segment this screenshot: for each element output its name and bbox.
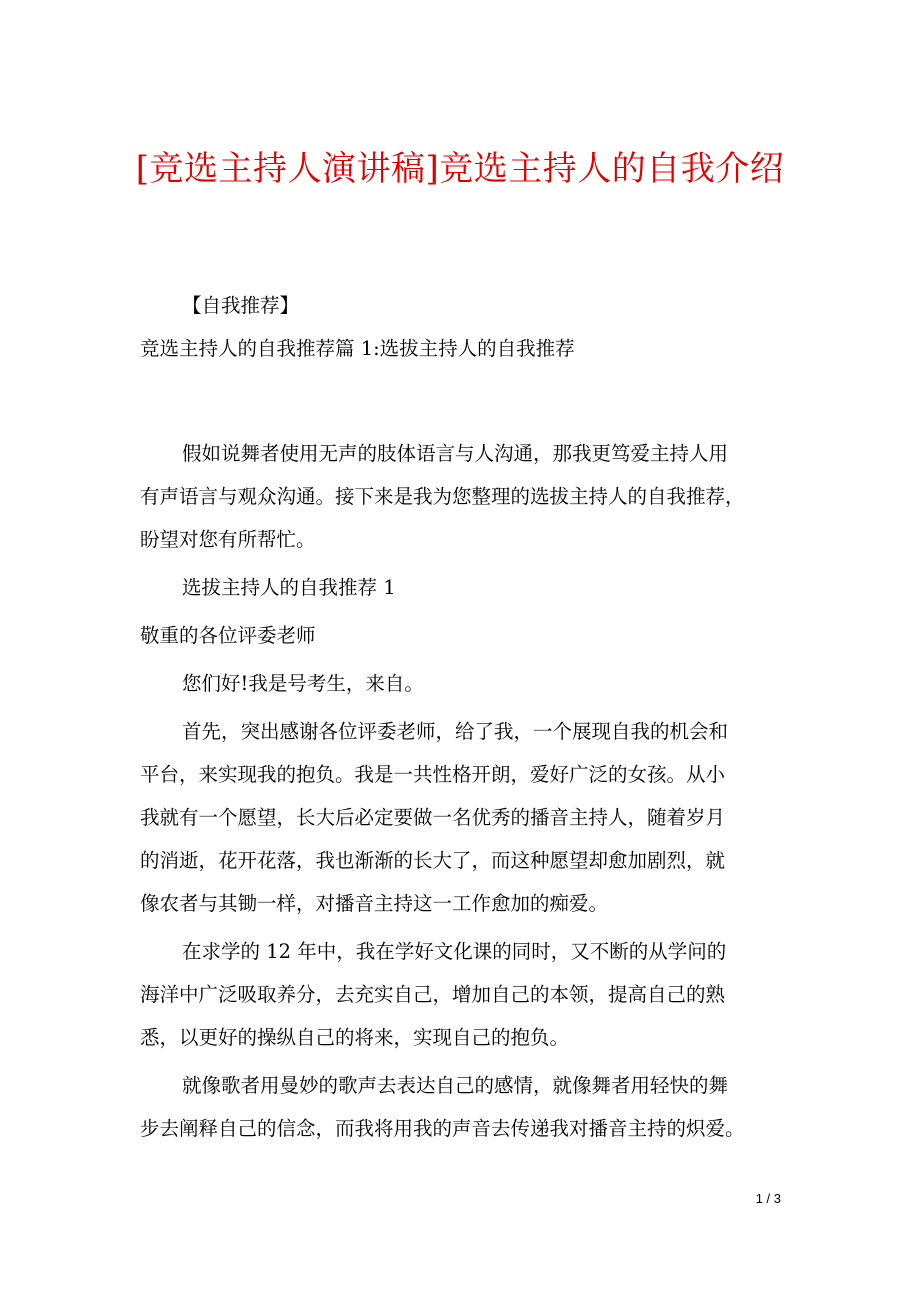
text-line: 假如说舞者使用无声的肢体语言与人沟通，那我更笃爱主持人用 [182, 442, 729, 465]
text-line: 就像歌者用曼妙的歌声去表达自己的感情，就像舞者用轻快的舞 [182, 1074, 729, 1097]
text-line: 盼望对您有所帮忙。 [140, 528, 316, 551]
text-line: 平台，来实现我的抱负。我是一共性格开朗，爱好广泛的女孩。从小 [140, 763, 726, 786]
text-line: 悉，以更好的操纵自己的将来，实现自己的抱负。 [140, 1026, 570, 1049]
text-line: 首先，突出感谢各位评委老师，给了我，一个展现自我的机会和 [182, 720, 729, 743]
page-number: 1 / 3 [755, 1191, 781, 1206]
text-line: 的消逝，花开花落，我也渐渐的长大了，而这种愿望却愈加剧烈，就 [140, 849, 726, 872]
salutation: 敬重的各位评委老师 [140, 624, 316, 647]
text-line: 海洋中广泛吸取养分，去充实自己，增加自己的本领，提高自己的熟 [140, 983, 726, 1006]
paragraph-1 [140, 710, 788, 925]
text-line: 在求学的 12 年中，我在学好文化课的同时，又不断的从学问的 [182, 940, 727, 963]
subtitle: 竞选主持人的自我推荐篇 1:选拔主持人的自我推荐 [140, 337, 575, 360]
text-line: 像农者与其锄一样，对播音主持这一工作愈加的痴爱。 [140, 892, 609, 915]
section-heading: 选拔主持人的自我推荐 1 [182, 576, 396, 599]
document-body [140, 284, 788, 1150]
paragraph-2 [140, 930, 788, 1059]
text-line: 步去阐释自己的信念，而我将用我的声音去传递我对播音主持的炽爱。 [140, 1117, 745, 1140]
text-line: 有声语言与观众沟通。接下来是我为您整理的选拔主持人的自我推荐， [140, 485, 745, 508]
intro-paragraph [140, 432, 788, 561]
section-label: 【自我推荐】 [182, 294, 300, 317]
paragraph-3 [140, 1064, 788, 1150]
greeting: 您们好!我是号考生，来自。 [182, 672, 424, 695]
text-line: 我就有一个愿望，长大后必定要做一名优秀的播音主持人，随着岁月 [140, 806, 726, 829]
document-title: [竞选主持人演讲稿]竞选主持人的自我介绍 [135, 149, 785, 189]
